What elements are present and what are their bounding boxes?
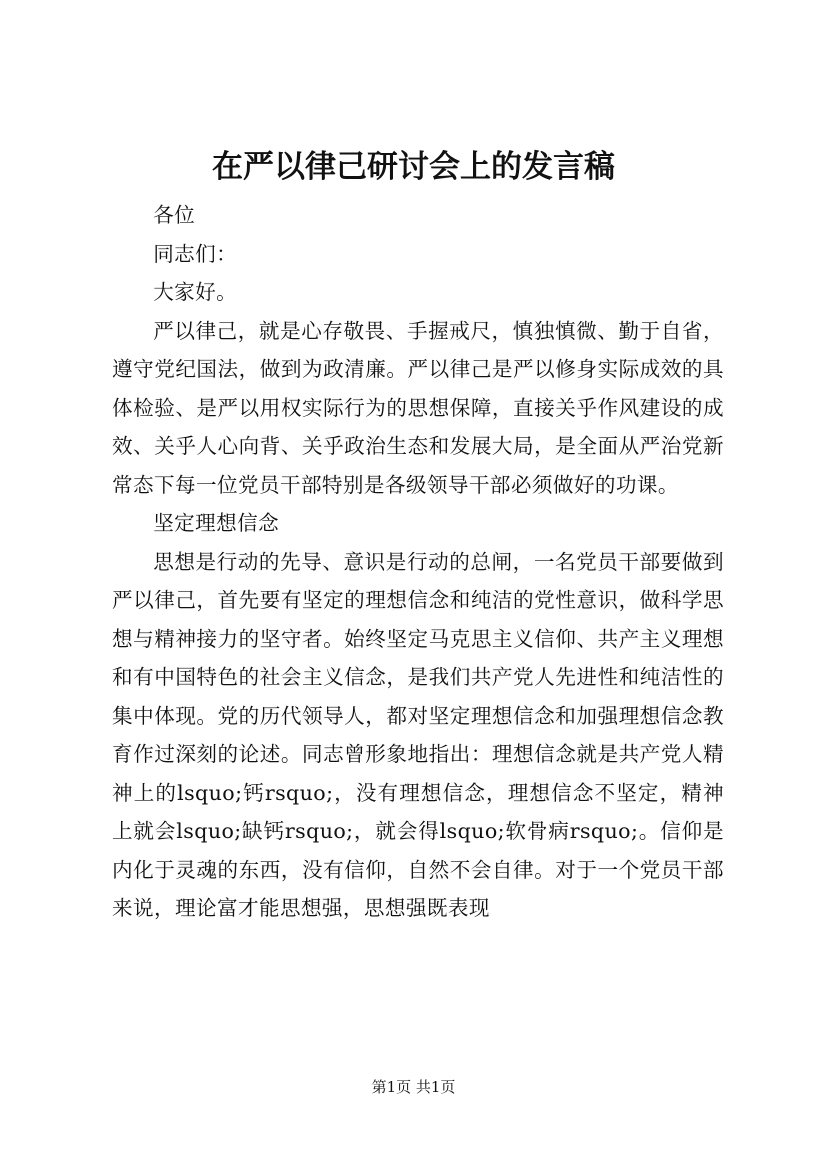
section-heading: 坚定理想信念 bbox=[153, 511, 280, 535]
page-number-footer: 第1页 共1页 bbox=[371, 1078, 456, 1096]
paragraph-intro: 严以律己，就是心存敬畏、手握戒尺，慎独慎微、勤于自省，遵守党纪国法，做到为政清廉。严以律己是严以修身实际成效的具体检验、是严以用权实际行为的思想保障，直接关乎作风建设的成效、关乎人心向背、关乎政治生态和发展大局，是全面从严治党新常态下每一位党员干部特别是各级领导干部必须做好的功课。 bbox=[112, 318, 724, 497]
document-body bbox=[112, 196, 724, 928]
greeting-line: 大家好。 bbox=[153, 280, 238, 304]
salutation-line-1: 各位 bbox=[153, 203, 196, 227]
paragraph-ideals: 思想是行动的先导、意识是行动的总闸，一名党员干部要做到严以律己，首先要有坚定的理想信念和纯洁的党性意识，做科学思想与精神接力的坚守者。始终坚定马克思主义信仰、共产主义理想和有中国特色的社会主义信念，是我们共产党人先进性和纯洁性的集中体现。党的历代领导人，都对坚定理想信念和加强理想信念教育作过深刻的论述。同志曾形象地指出：理想信念就是共产党人精神上的lsquo;钙rsquo;，没有理想信念，理想信念不坚定，精神上就会lsquo;缺钙rsquo;，就会得lsquo;软骨病rsquo;。信仰是内化于灵魂的东西，没有信仰，自然不会自律。对于一个党员干部来说，理论富才能思想强，思想强既表现 bbox=[112, 549, 724, 920]
document-title: 在严以律己研讨会上的发言稿 bbox=[212, 149, 615, 185]
salutation-line-2: 同志们： bbox=[153, 241, 238, 266]
